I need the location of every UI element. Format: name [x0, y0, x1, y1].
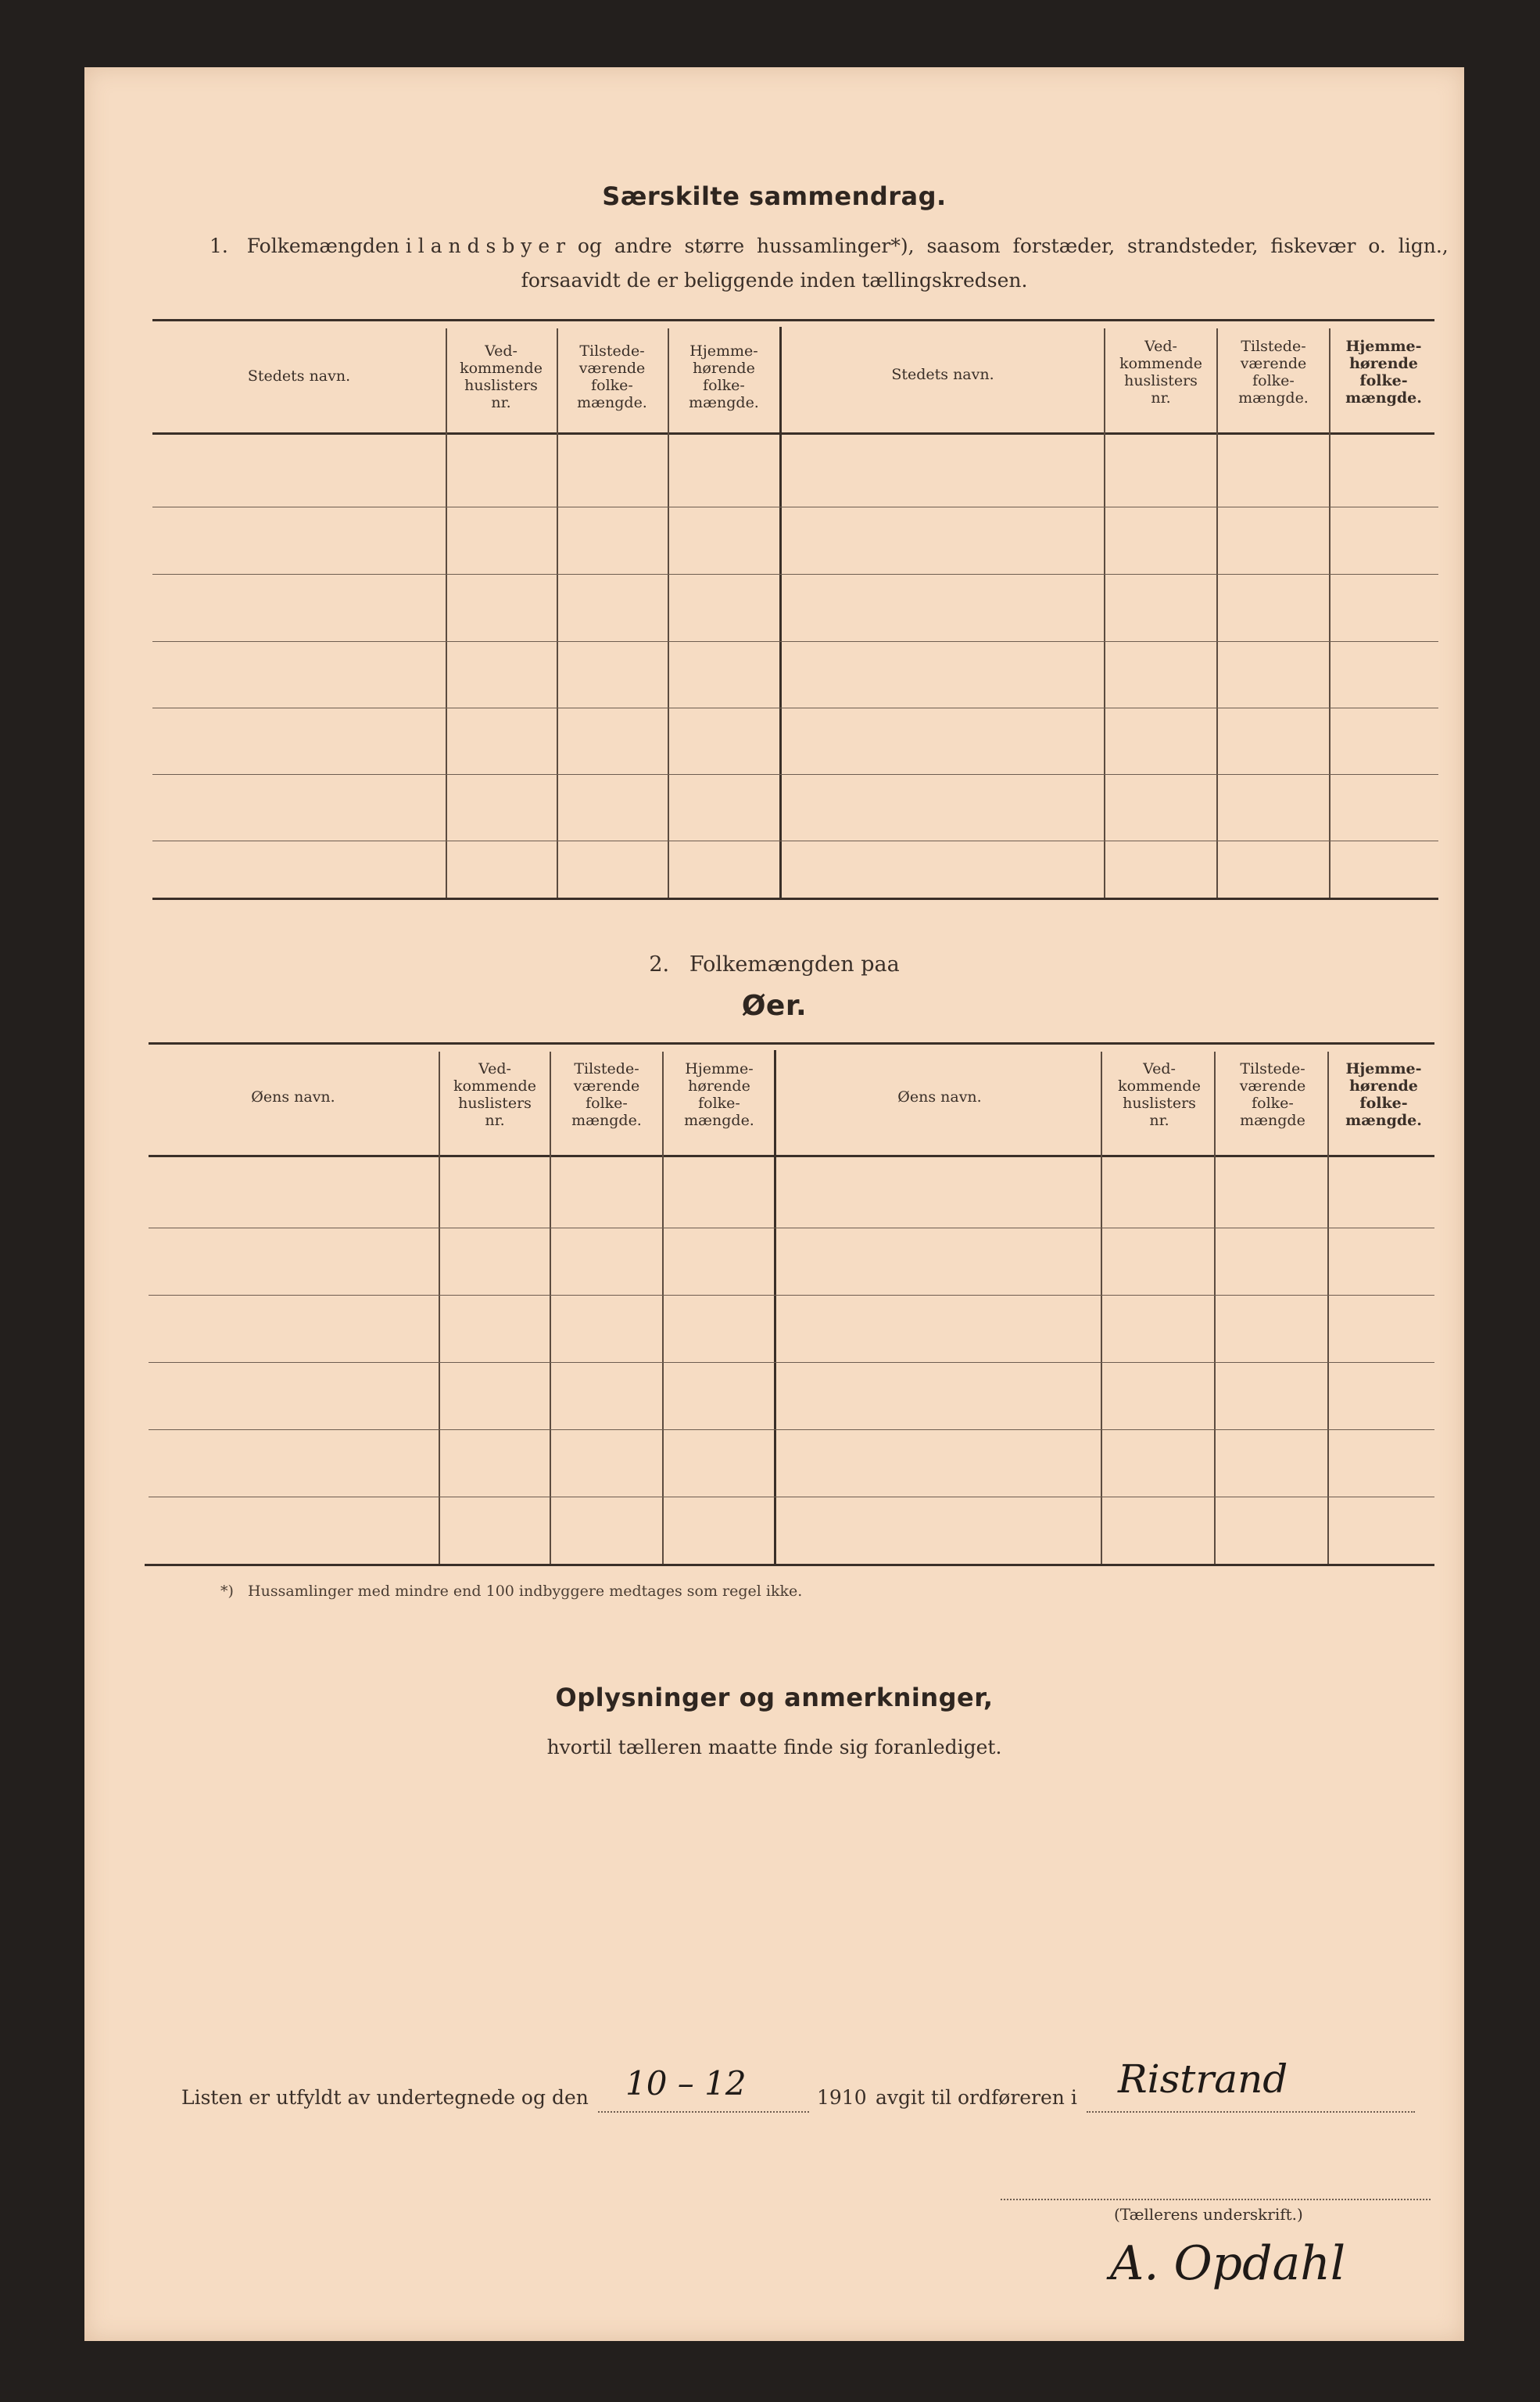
date-field-line — [598, 2111, 809, 2113]
table1-row-line — [152, 774, 1438, 775]
table1-col-divider — [557, 328, 558, 898]
table2-col-divider — [439, 1052, 440, 1564]
section1-subtitle-line1: 1. Folkemængden i l a n d s b y e r og andre større hussamlinger*), saasom forstæder, strandsteder, fiskevær o. lign., — [210, 235, 1449, 257]
table1-col-divider — [446, 328, 447, 898]
table1-header-present: Tilstede- værende folke- mængde. — [577, 342, 647, 411]
table1-top-rule — [152, 319, 1434, 321]
table2-header-rule — [149, 1155, 1434, 1157]
table2-row-line — [149, 1362, 1434, 1363]
table1-header-houselist-right: Ved- kommende huslisters nr. — [1119, 338, 1202, 407]
signature-field-line — [1001, 2199, 1431, 2200]
section2-title-line1: 2. Folkemængden paa — [649, 952, 900, 977]
table1-header-place: Stedets navn. — [247, 367, 351, 385]
table1-col-divider — [1329, 328, 1330, 898]
table1-bottom-rule — [152, 898, 1438, 900]
table1-header-present-right: Tilstede- værende folke- mængde. — [1238, 338, 1309, 407]
table1-col-divider — [1216, 328, 1218, 898]
table2-col-divider — [1214, 1052, 1216, 1564]
municipality-field-line — [1087, 2111, 1415, 2113]
table2-col-divider — [550, 1052, 551, 1564]
table2-header-island-right: Øens navn. — [897, 1088, 982, 1106]
table2-col-divider — [662, 1052, 664, 1564]
signature-label: (Tællerens underskrift.) — [1114, 2205, 1303, 2224]
table1-header-place-right: Stedets navn. — [891, 366, 994, 383]
date-handwritten: 10 – 12 — [625, 2064, 747, 2103]
table2-header-resident: Hjemme- hørende folke- mængde. — [684, 1060, 754, 1129]
table1-col-divider — [668, 328, 669, 898]
table1-header-houselist: Ved- kommende huslisters nr. — [460, 342, 543, 411]
signature-text-after-year: avgit til ordføreren i — [876, 2086, 1077, 2109]
table2-header-present: Tilstede- værende folke- mængde. — [571, 1060, 642, 1129]
section1-title: Særskilte sammendrag. — [602, 181, 947, 211]
section1-subtitle-line2: forsaavidt de er beliggende inden tællingskredsen. — [521, 269, 1028, 292]
remarks-title: Oplysninger og anmerkninger, — [555, 1683, 994, 1712]
section2-title-line2: Øer. — [741, 990, 808, 1022]
table1-header-resident-right: Hjemme- hørende folke- mængde. — [1345, 338, 1422, 407]
table1-header-rule — [152, 432, 1434, 435]
year-label: 1910 — [817, 2086, 867, 2109]
table1-col-divider — [1104, 328, 1105, 898]
table1-row-line — [152, 641, 1438, 642]
table2-top-rule — [149, 1042, 1434, 1045]
table2-header-island: Øens navn. — [251, 1088, 335, 1106]
footnote: *) Hussamlinger med mindre end 100 indbyggere medtages som regel ikke. — [220, 1583, 803, 1600]
signature-handwritten: A. Opdahl — [1110, 2236, 1346, 2291]
table2-header-present-right: Tilstede- værende folke- mængde — [1239, 1060, 1306, 1129]
municipality-handwritten: Ristrand — [1118, 2056, 1288, 2102]
table2-header-houselist-right: Ved- kommende huslisters nr. — [1118, 1060, 1201, 1129]
table2-col-divider — [1101, 1052, 1102, 1564]
table2-header-houselist: Ved- kommende huslisters nr. — [453, 1060, 536, 1129]
table1-row-line — [152, 574, 1438, 575]
table2-row-line — [149, 1295, 1434, 1296]
table2-bottom-rule — [145, 1564, 1434, 1566]
table1-center-divider — [779, 327, 782, 898]
remarks-subtitle: hvortil tælleren maatte finde sig foranlediget. — [546, 1736, 1002, 1758]
table1-header-resident: Hjemme- hørende folke- mængde. — [689, 342, 759, 411]
signature-text-before-date: Listen er utfyldt av undertegnede og den — [181, 2086, 589, 2109]
table2-col-divider — [1327, 1052, 1329, 1564]
table2-header-resident-right: Hjemme- hørende folke- mængde. — [1345, 1060, 1422, 1129]
table2-center-divider — [774, 1050, 776, 1564]
table2-row-line — [149, 1429, 1434, 1430]
